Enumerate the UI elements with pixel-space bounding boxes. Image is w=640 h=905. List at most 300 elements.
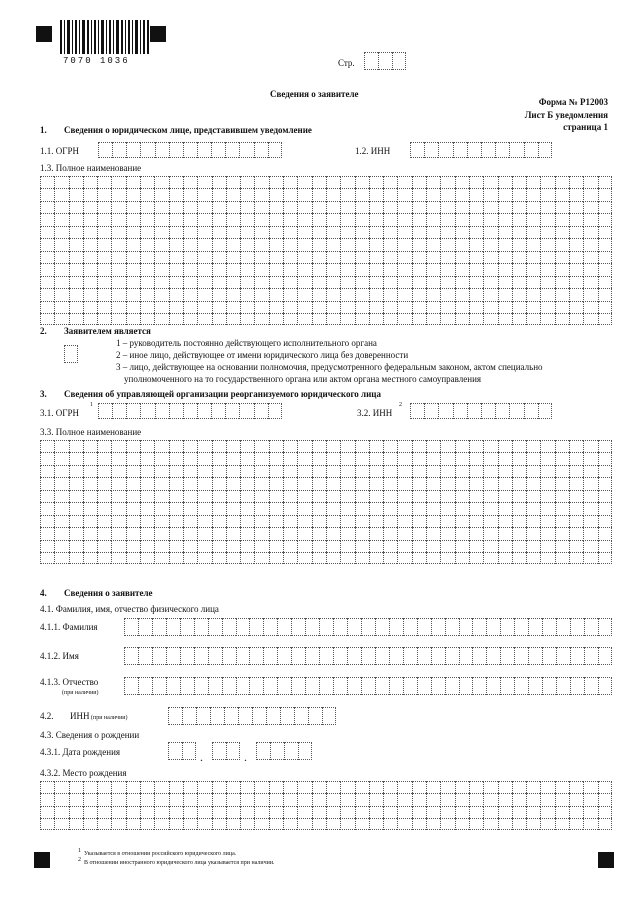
char-cell[interactable]	[498, 313, 512, 325]
char-cell[interactable]	[598, 276, 612, 288]
char-cell[interactable]	[540, 288, 554, 300]
char-cell[interactable]	[340, 440, 354, 452]
char-cell[interactable]	[426, 477, 440, 489]
char-cell[interactable]	[169, 540, 183, 552]
char-cell[interactable]	[326, 452, 340, 464]
char-cell[interactable]	[140, 201, 154, 213]
char-cell[interactable]	[83, 806, 97, 818]
char-cell[interactable]	[212, 440, 226, 452]
char-cell[interactable]	[140, 263, 154, 275]
char-cell[interactable]	[126, 452, 140, 464]
char-cell[interactable]	[240, 440, 254, 452]
char-cell[interactable]	[183, 490, 197, 502]
char-cell[interactable]	[197, 465, 211, 477]
surname-field[interactable]	[124, 618, 612, 636]
char-cell[interactable]	[269, 226, 283, 238]
char-cell[interactable]	[154, 251, 168, 263]
char-cell[interactable]	[486, 618, 500, 636]
char-cell[interactable]	[598, 176, 612, 188]
char-cell[interactable]	[169, 806, 183, 818]
char-cell[interactable]	[40, 502, 54, 514]
char-cell[interactable]	[283, 477, 297, 489]
char-cell[interactable]	[459, 647, 473, 665]
char-cell[interactable]	[498, 226, 512, 238]
char-cell[interactable]	[212, 288, 226, 300]
char-cell[interactable]	[584, 647, 598, 665]
char-cell[interactable]	[426, 465, 440, 477]
char-cell[interactable]	[280, 707, 294, 725]
char-cell[interactable]	[469, 226, 483, 238]
char-cell[interactable]	[467, 142, 481, 158]
char-cell[interactable]	[498, 540, 512, 552]
char-cell[interactable]	[383, 301, 397, 313]
char-cell[interactable]	[283, 440, 297, 452]
char-cell[interactable]	[583, 465, 597, 477]
char-cell[interactable]	[183, 502, 197, 514]
char-cell[interactable]	[154, 515, 168, 527]
char-cell[interactable]	[483, 288, 497, 300]
char-cell[interactable]	[169, 465, 183, 477]
birth-month-field[interactable]	[212, 742, 240, 760]
char-cell[interactable]	[326, 781, 340, 793]
char-cell[interactable]	[426, 263, 440, 275]
char-cell[interactable]	[440, 226, 454, 238]
char-cell[interactable]	[514, 677, 528, 695]
char-cell[interactable]	[211, 142, 225, 158]
char-cell[interactable]	[183, 176, 197, 188]
char-cell[interactable]	[375, 677, 389, 695]
char-cell[interactable]	[126, 540, 140, 552]
char-cell[interactable]	[183, 806, 197, 818]
char-cell[interactable]	[297, 440, 311, 452]
char-cell[interactable]	[540, 515, 554, 527]
char-cell[interactable]	[555, 213, 569, 225]
char-cell[interactable]	[269, 238, 283, 250]
char-cell[interactable]	[355, 213, 369, 225]
char-cell[interactable]	[412, 527, 426, 539]
char-cell[interactable]	[111, 540, 125, 552]
char-cell[interactable]	[182, 707, 196, 725]
char-cell[interactable]	[283, 213, 297, 225]
char-cell[interactable]	[140, 527, 154, 539]
char-cell[interactable]	[297, 527, 311, 539]
char-cell[interactable]	[412, 213, 426, 225]
char-cell[interactable]	[69, 288, 83, 300]
char-cell[interactable]	[254, 552, 268, 564]
char-cell[interactable]	[154, 201, 168, 213]
char-cell[interactable]	[540, 818, 554, 830]
char-cell[interactable]	[512, 540, 526, 552]
char-cell[interactable]	[540, 226, 554, 238]
char-cell[interactable]	[500, 677, 514, 695]
char-cell[interactable]	[440, 176, 454, 188]
char-cell[interactable]	[583, 527, 597, 539]
char-cell[interactable]	[397, 540, 411, 552]
char-cell[interactable]	[240, 226, 254, 238]
char-cell[interactable]	[397, 226, 411, 238]
char-cell[interactable]	[69, 201, 83, 213]
char-cell[interactable]	[526, 781, 540, 793]
char-cell[interactable]	[347, 618, 361, 636]
char-cell[interactable]	[410, 142, 424, 158]
char-cell[interactable]	[154, 527, 168, 539]
char-cell[interactable]	[69, 238, 83, 250]
char-cell[interactable]	[455, 288, 469, 300]
char-cell[interactable]	[319, 677, 333, 695]
char-cell[interactable]	[111, 806, 125, 818]
char-cell[interactable]	[469, 781, 483, 793]
char-cell[interactable]	[498, 502, 512, 514]
char-cell[interactable]	[54, 552, 68, 564]
char-cell[interactable]	[569, 452, 583, 464]
char-cell[interactable]	[40, 238, 54, 250]
char-cell[interactable]	[555, 251, 569, 263]
char-cell[interactable]	[154, 540, 168, 552]
char-cell[interactable]	[126, 806, 140, 818]
char-cell[interactable]	[83, 781, 97, 793]
char-cell[interactable]	[240, 818, 254, 830]
page-number-cells[interactable]	[364, 52, 406, 70]
char-cell[interactable]	[240, 781, 254, 793]
char-cell[interactable]	[498, 515, 512, 527]
char-cell[interactable]	[283, 452, 297, 464]
char-cell[interactable]	[498, 452, 512, 464]
char-cell[interactable]	[312, 263, 326, 275]
char-cell[interactable]	[540, 540, 554, 552]
char-cell[interactable]	[355, 188, 369, 200]
char-cell[interactable]	[397, 238, 411, 250]
char-cell[interactable]	[297, 176, 311, 188]
char-cell[interactable]	[98, 403, 112, 419]
char-cell[interactable]	[583, 226, 597, 238]
char-cell[interactable]	[183, 301, 197, 313]
char-cell[interactable]	[483, 806, 497, 818]
char-cell[interactable]	[40, 188, 54, 200]
char-cell[interactable]	[240, 490, 254, 502]
char-cell[interactable]	[40, 213, 54, 225]
char-cell[interactable]	[140, 276, 154, 288]
char-cell[interactable]	[483, 263, 497, 275]
char-cell[interactable]	[383, 238, 397, 250]
char-cell[interactable]	[555, 188, 569, 200]
char-cell[interactable]	[570, 647, 584, 665]
char-cell[interactable]	[355, 226, 369, 238]
char-cell[interactable]	[69, 818, 83, 830]
char-cell[interactable]	[440, 477, 454, 489]
char-cell[interactable]	[469, 201, 483, 213]
char-cell[interactable]	[283, 188, 297, 200]
char-cell[interactable]	[269, 176, 283, 188]
char-cell[interactable]	[197, 552, 211, 564]
char-cell[interactable]	[269, 276, 283, 288]
char-cell[interactable]	[397, 793, 411, 805]
char-cell[interactable]	[598, 647, 612, 665]
char-cell[interactable]	[154, 176, 168, 188]
char-cell[interactable]	[154, 781, 168, 793]
char-cell[interactable]	[208, 618, 222, 636]
char-cell[interactable]	[483, 465, 497, 477]
char-cell[interactable]	[40, 490, 54, 502]
char-cell[interactable]	[140, 313, 154, 325]
char-cell[interactable]	[297, 238, 311, 250]
char-cell[interactable]	[555, 288, 569, 300]
char-cell[interactable]	[583, 301, 597, 313]
char-cell[interactable]	[140, 465, 154, 477]
char-cell[interactable]	[252, 707, 266, 725]
char-cell[interactable]	[297, 226, 311, 238]
char-cell[interactable]	[169, 188, 183, 200]
char-cell[interactable]	[326, 552, 340, 564]
char-cell[interactable]	[126, 527, 140, 539]
char-cell[interactable]	[583, 781, 597, 793]
char-cell[interactable]	[83, 515, 97, 527]
char-cell[interactable]	[540, 477, 554, 489]
char-cell[interactable]	[483, 452, 497, 464]
char-cell[interactable]	[240, 793, 254, 805]
char-cell[interactable]	[97, 201, 111, 213]
char-cell[interactable]	[212, 226, 226, 238]
char-cell[interactable]	[412, 176, 426, 188]
char-cell[interactable]	[269, 452, 283, 464]
char-cell[interactable]	[424, 403, 438, 419]
char-cell[interactable]	[524, 142, 538, 158]
char-cell[interactable]	[389, 618, 403, 636]
char-cell[interactable]	[240, 452, 254, 464]
char-cell[interactable]	[540, 502, 554, 514]
char-cell[interactable]	[111, 176, 125, 188]
char-cell[interactable]	[283, 201, 297, 213]
char-cell[interactable]	[54, 818, 68, 830]
char-cell[interactable]	[226, 188, 240, 200]
char-cell[interactable]	[469, 477, 483, 489]
char-cell[interactable]	[583, 818, 597, 830]
char-cell[interactable]	[212, 490, 226, 502]
char-cell[interactable]	[469, 188, 483, 200]
char-cell[interactable]	[212, 477, 226, 489]
char-cell[interactable]	[355, 276, 369, 288]
section-1-name-field[interactable]	[40, 176, 612, 325]
char-cell[interactable]	[54, 238, 68, 250]
char-cell[interactable]	[69, 176, 83, 188]
char-cell[interactable]	[569, 527, 583, 539]
char-cell[interactable]	[355, 313, 369, 325]
char-cell[interactable]	[438, 403, 452, 419]
char-cell[interactable]	[455, 276, 469, 288]
char-cell[interactable]	[355, 301, 369, 313]
char-cell[interactable]	[268, 403, 282, 419]
char-cell[interactable]	[138, 677, 152, 695]
char-cell[interactable]	[83, 527, 97, 539]
char-cell[interactable]	[412, 276, 426, 288]
char-cell[interactable]	[598, 301, 612, 313]
char-cell[interactable]	[297, 502, 311, 514]
char-cell[interactable]	[140, 793, 154, 805]
char-cell[interactable]	[254, 502, 268, 514]
char-cell[interactable]	[455, 176, 469, 188]
char-cell[interactable]	[583, 793, 597, 805]
char-cell[interactable]	[240, 502, 254, 514]
char-cell[interactable]	[598, 188, 612, 200]
char-cell[interactable]	[183, 142, 197, 158]
char-cell[interactable]	[340, 276, 354, 288]
char-cell[interactable]	[69, 502, 83, 514]
char-cell[interactable]	[469, 490, 483, 502]
char-cell[interactable]	[222, 618, 236, 636]
char-cell[interactable]	[140, 477, 154, 489]
char-cell[interactable]	[226, 552, 240, 564]
char-cell[interactable]	[333, 677, 347, 695]
char-cell[interactable]	[512, 502, 526, 514]
char-cell[interactable]	[383, 452, 397, 464]
char-cell[interactable]	[297, 288, 311, 300]
char-cell[interactable]	[40, 465, 54, 477]
char-cell[interactable]	[569, 781, 583, 793]
char-cell[interactable]	[111, 490, 125, 502]
char-cell[interactable]	[69, 213, 83, 225]
char-cell[interactable]	[54, 477, 68, 489]
char-cell[interactable]	[369, 540, 383, 552]
char-cell[interactable]	[340, 188, 354, 200]
char-cell[interactable]	[183, 540, 197, 552]
char-cell[interactable]	[312, 490, 326, 502]
char-cell[interactable]	[111, 238, 125, 250]
char-cell[interactable]	[283, 818, 297, 830]
char-cell[interactable]	[97, 781, 111, 793]
char-cell[interactable]	[154, 502, 168, 514]
char-cell[interactable]	[54, 251, 68, 263]
char-cell[interactable]	[40, 452, 54, 464]
char-row[interactable]	[40, 477, 612, 489]
char-cell[interactable]	[312, 818, 326, 830]
char-cell[interactable]	[526, 490, 540, 502]
char-cell[interactable]	[369, 201, 383, 213]
char-cell[interactable]	[126, 238, 140, 250]
char-row[interactable]	[40, 213, 612, 225]
char-cell[interactable]	[483, 201, 497, 213]
char-cell[interactable]	[469, 251, 483, 263]
char-cell[interactable]	[40, 288, 54, 300]
char-cell[interactable]	[455, 251, 469, 263]
char-cell[interactable]	[583, 276, 597, 288]
patronymic-field[interactable]	[124, 677, 612, 695]
char-cell[interactable]	[598, 527, 612, 539]
char-cell[interactable]	[283, 276, 297, 288]
char-cell[interactable]	[369, 452, 383, 464]
char-cell[interactable]	[166, 647, 180, 665]
char-cell[interactable]	[169, 301, 183, 313]
char-cell[interactable]	[240, 263, 254, 275]
char-cell[interactable]	[83, 793, 97, 805]
char-cell[interactable]	[212, 806, 226, 818]
char-cell[interactable]	[326, 806, 340, 818]
char-row[interactable]	[40, 188, 612, 200]
char-cell[interactable]	[355, 490, 369, 502]
char-cell[interactable]	[169, 176, 183, 188]
char-cell[interactable]	[526, 477, 540, 489]
char-cell[interactable]	[254, 818, 268, 830]
char-cell[interactable]	[355, 502, 369, 514]
char-row[interactable]	[40, 238, 612, 250]
char-cell[interactable]	[249, 677, 263, 695]
char-cell[interactable]	[212, 188, 226, 200]
char-cell[interactable]	[308, 707, 322, 725]
char-cell[interactable]	[598, 465, 612, 477]
char-cell[interactable]	[212, 452, 226, 464]
char-cell[interactable]	[555, 502, 569, 514]
char-cell[interactable]	[412, 781, 426, 793]
char-cell[interactable]	[540, 176, 554, 188]
char-cell[interactable]	[254, 201, 268, 213]
char-row[interactable]	[40, 176, 612, 188]
char-cell[interactable]	[240, 477, 254, 489]
char-cell[interactable]	[412, 490, 426, 502]
char-cell[interactable]	[69, 515, 83, 527]
char-cell[interactable]	[426, 806, 440, 818]
char-cell[interactable]	[540, 440, 554, 452]
char-cell[interactable]	[397, 440, 411, 452]
char-cell[interactable]	[140, 288, 154, 300]
char-cell[interactable]	[598, 452, 612, 464]
char-cell[interactable]	[483, 818, 497, 830]
char-cell[interactable]	[140, 540, 154, 552]
char-cell[interactable]	[140, 490, 154, 502]
char-cell[interactable]	[412, 188, 426, 200]
char-cell[interactable]	[226, 251, 240, 263]
char-cell[interactable]	[140, 452, 154, 464]
char-cell[interactable]	[212, 313, 226, 325]
char-cell[interactable]	[183, 818, 197, 830]
char-cell[interactable]	[498, 806, 512, 818]
char-cell[interactable]	[240, 527, 254, 539]
char-cell[interactable]	[397, 313, 411, 325]
char-cell[interactable]	[312, 465, 326, 477]
char-cell[interactable]	[540, 490, 554, 502]
char-cell[interactable]	[369, 552, 383, 564]
char-cell[interactable]	[54, 188, 68, 200]
char-cell[interactable]	[512, 188, 526, 200]
char-cell[interactable]	[412, 288, 426, 300]
char-cell[interactable]	[383, 540, 397, 552]
char-row[interactable]	[40, 527, 612, 539]
char-cell[interactable]	[297, 201, 311, 213]
char-cell[interactable]	[269, 251, 283, 263]
char-row[interactable]	[40, 818, 612, 830]
char-cell[interactable]	[240, 515, 254, 527]
char-cell[interactable]	[40, 313, 54, 325]
char-cell[interactable]	[111, 226, 125, 238]
char-cell[interactable]	[440, 781, 454, 793]
char-cell[interactable]	[426, 176, 440, 188]
char-cell[interactable]	[397, 527, 411, 539]
char-cell[interactable]	[355, 477, 369, 489]
char-cell[interactable]	[326, 818, 340, 830]
char-cell[interactable]	[254, 238, 268, 250]
char-cell[interactable]	[294, 707, 308, 725]
char-cell[interactable]	[326, 301, 340, 313]
char-cell[interactable]	[383, 226, 397, 238]
char-cell[interactable]	[369, 793, 383, 805]
char-cell[interactable]	[154, 465, 168, 477]
char-cell[interactable]	[197, 440, 211, 452]
char-cell[interactable]	[326, 263, 340, 275]
char-cell[interactable]	[397, 465, 411, 477]
char-cell[interactable]	[412, 502, 426, 514]
char-cell[interactable]	[69, 251, 83, 263]
char-cell[interactable]	[124, 618, 138, 636]
char-cell[interactable]	[412, 301, 426, 313]
char-cell[interactable]	[355, 440, 369, 452]
char-cell[interactable]	[297, 313, 311, 325]
